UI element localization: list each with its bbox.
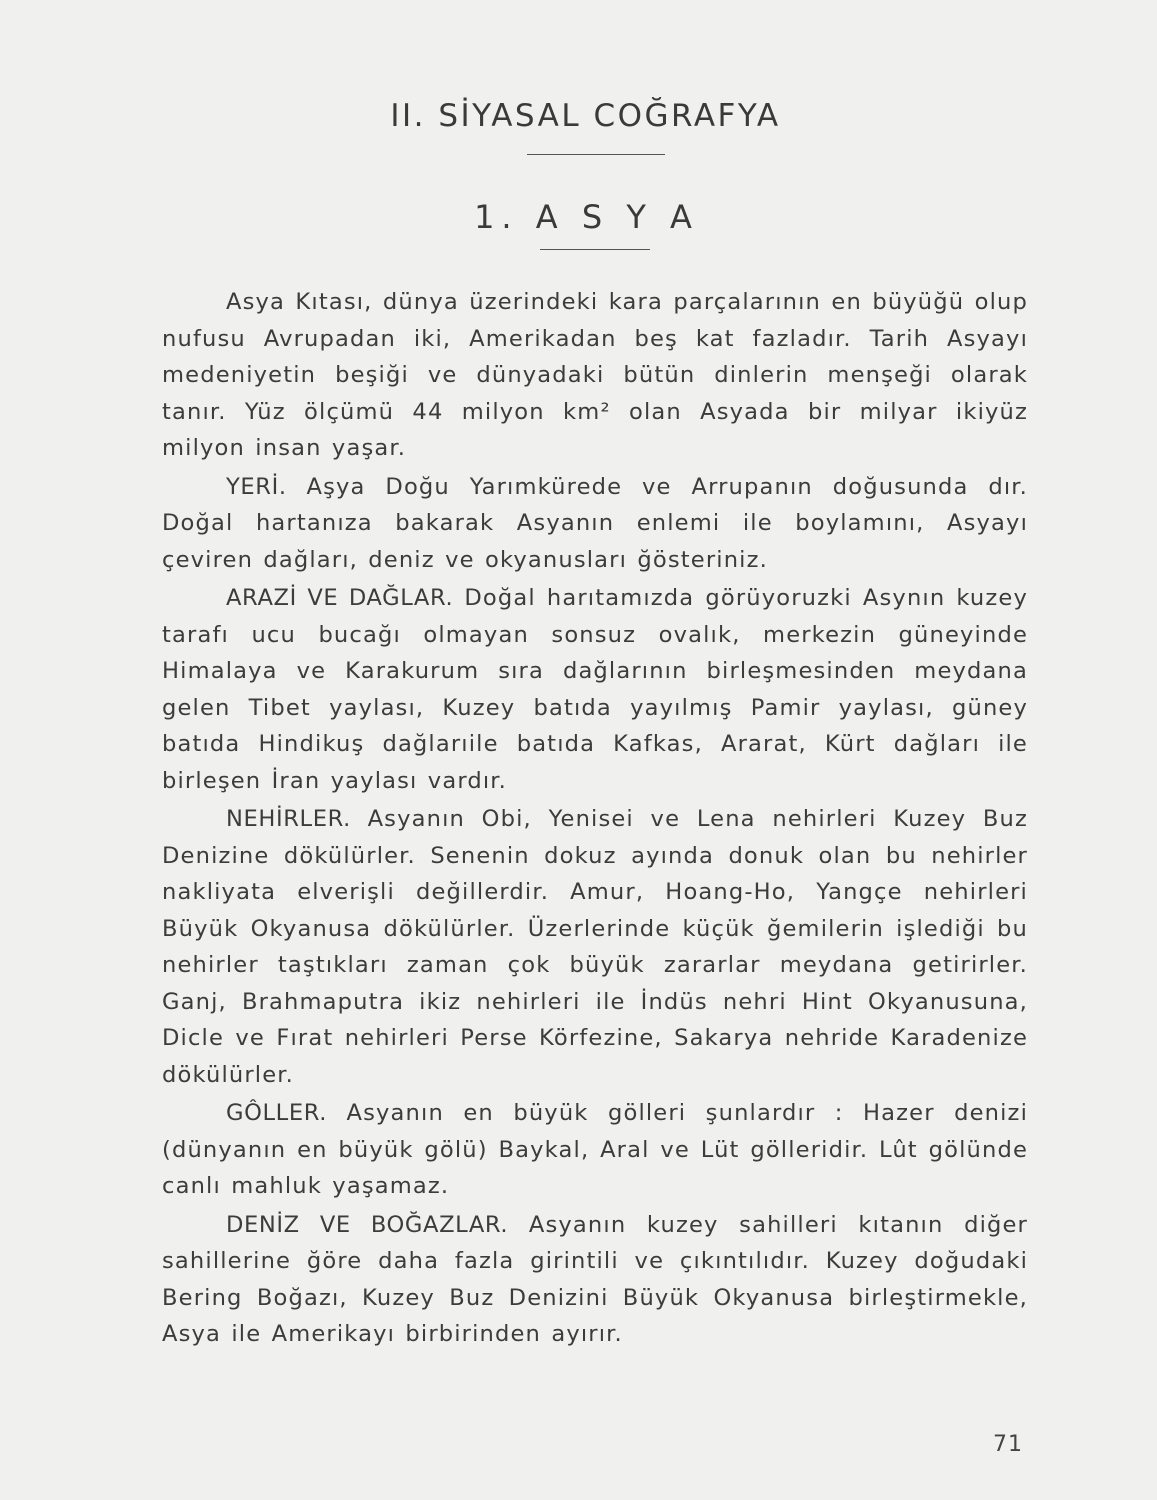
paragraph-yeri <box>162 469 1028 579</box>
paragraph-arazi <box>162 580 1028 799</box>
paragraph-heading: ARAZİ VE DAĞLAR. <box>226 585 454 611</box>
paragraph-heading: GÔLLER. <box>226 1100 328 1126</box>
paragraph-heading: NEHİRLER. <box>226 806 351 832</box>
paragraph-text: Asyanın kuzey sahilleri kıtanın diğer sahillerine ğöre daha fazla girintili ve çıkıntılıdır. Kuzey doğudaki Bering Boğazı, Kuzey Buz Denizini Büyük Okyanusa birleştirmekle, Asya ile Amerikayı birbirinden ayırır. <box>162 1211 1028 1347</box>
page-number: 71 <box>993 1432 1023 1457</box>
paragraph-text: Aşya Doğu Yarımkürede ve Arrupanın doğusunda dır. Doğal hartanıza bakarak Asyanın enlemi ile boylamını, Asyayı çeviren dağları, deniz ve okyanusları ğösteriniz. <box>162 473 1028 573</box>
chapter-title: II. SİYASAL COĞRAFYA <box>390 98 781 134</box>
paragraph-deniz <box>162 1207 1028 1353</box>
paragraph-text: Asyanın Obi, Yenisei ve Lena nehirleri Kuzey Buz Denizine dökülürler. Senenin dokuz ayında donuk olan bu nehirler nakliyata elverişli değillerdir. Amur, Hoang-Ho, Yangçe nehirleri Büyük Okyanusa dökülürler. Üzerlerinde küçük ğemilerin işlediği bu nehirler taştıkları zaman çok büyük zararlar meydana getirirler. Ganj, Brahmaputra ikiz nehirleri ile İndüs nehri Hint Okyanusuna, Dicle ve Fırat nehirleri Perse Körfezine, Sakarya nehride Karadenize dökülürler. <box>162 806 1028 1088</box>
section-title-divider <box>540 249 650 250</box>
body-text <box>162 284 1028 1355</box>
paragraph-intro <box>162 284 1028 467</box>
paragraph-text: Asya Kıtası, dünya üzerindeki kara parçalarının en büyüğü olup nufusu Avrupadan iki, Amerikadan beş kat fazladır. Tarih Asyayı medeniyetin beşiği ve dünyadaki bütün dinlerin menşeği olarak tanır. Yüz ölçümü 44 milyon km² olan Asyada bir milyar ikiyüz milyon insan yaşar. <box>162 289 1028 461</box>
paragraph-nehirler <box>162 801 1028 1093</box>
paragraph-heading: YERİ. <box>226 473 287 500</box>
section-title: 1. A S Y A <box>474 198 699 236</box>
paragraph-goller <box>162 1095 1028 1205</box>
chapter-title-divider <box>527 154 665 155</box>
paragraph-text: Doğal harıtamızda görüyoruzki Asynın kuzey tarafı ucu bucağı olmayan sonsuz ovalık, merkezin güneyinde Himalaya ve Karakurum sıra dağlarının birleşmesinden meydana gelen Tibet yaylası, Kuzey batıda yayılmış Pamir yaylası, güney batıda Hindikuş dağlarıile batıda Kafkas, Ararat, Kürt dağları ile birleşen İran yaylası vardır. <box>162 585 1028 794</box>
paragraph-text: Asyanın en büyük gölleri şunlardır : Hazer denizi (dünyanın en büyük gölü) Baykal, Aral ve Lüt gölleridir. Lût gölünde canlı mahluk yaşamaz. <box>162 1100 1028 1199</box>
paragraph-heading: DENİZ VE BOĞAZLAR. <box>226 1211 509 1238</box>
